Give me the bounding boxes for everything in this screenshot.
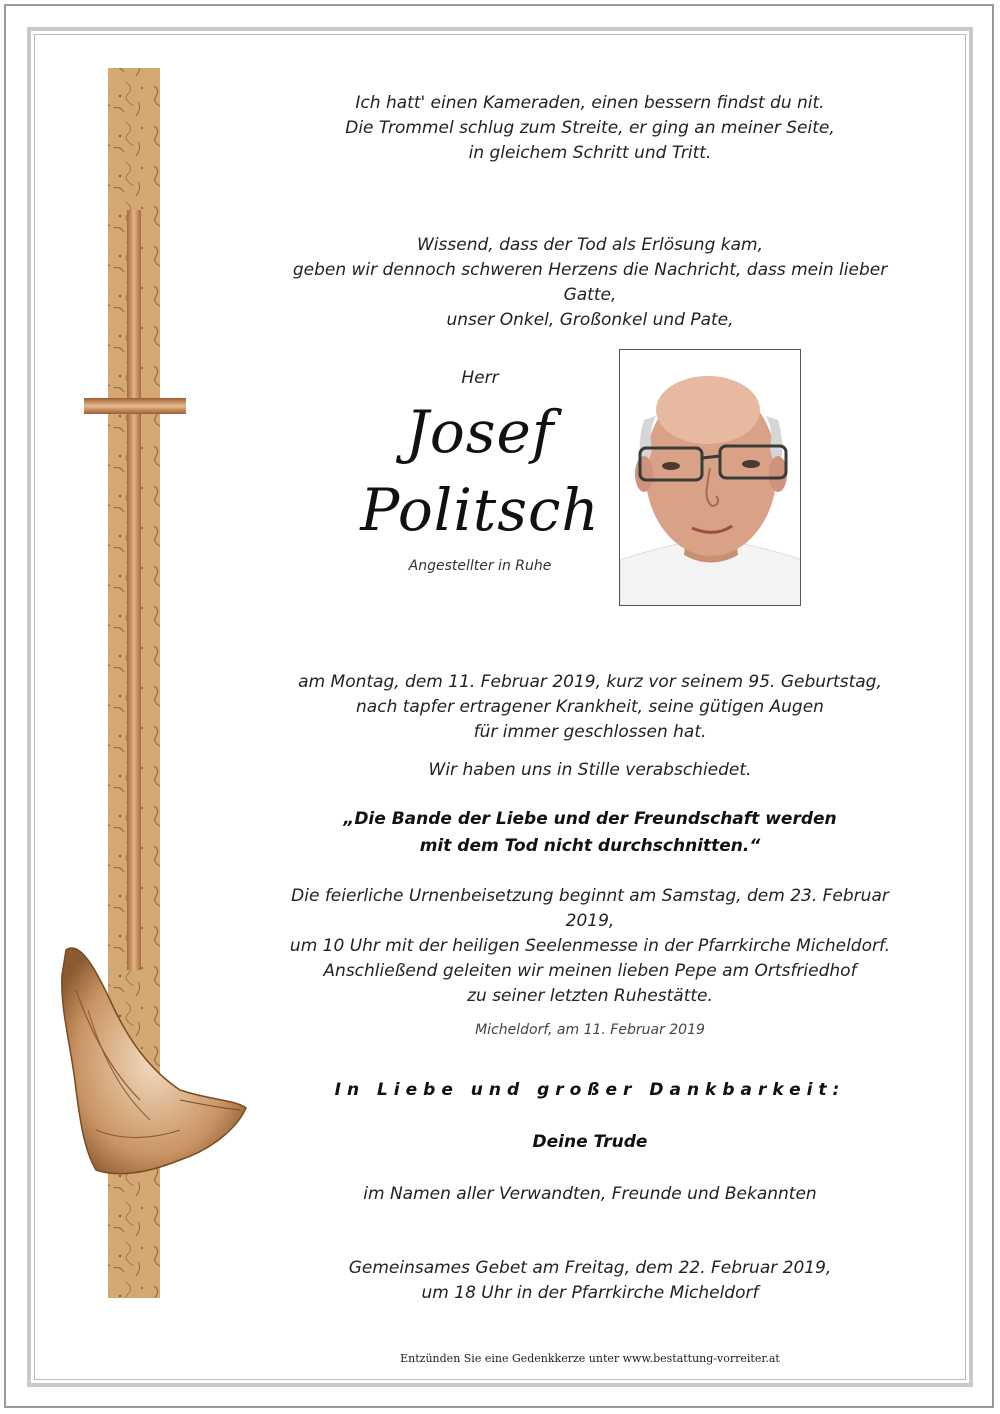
ceremony-line: zu seiner letzten Ruhestätte. [467,986,713,1006]
cross-vertical-bar [127,210,141,970]
ceremony-line: um 10 Uhr mit der heiligen Seelenmesse in der Pfarrkirche Micheldorf. [289,936,891,956]
cross-horizontal-bar [84,398,186,414]
poem-line: in gleichem Schritt und Tritt. [468,143,712,163]
portrait-photo [619,349,801,606]
quote-line: „Die Bande der Liebe und der Freundschaft werden [343,809,837,829]
deceased-occupation: Angestellter in Ruhe [408,558,552,574]
intro-line: unser Onkel, Großonkel und Pate, [446,310,734,330]
intro-text [270,233,910,333]
poem-line: Die Trommel schlug zum Streite, er ging an meiner Seite, [345,118,835,138]
farewell-line: Wir haben uns in Stille verabschiedet. [428,760,752,780]
on-behalf-line: im Namen aller Verwandten, Freunde und Bekannten [363,1184,817,1204]
place-date: Micheldorf, am 11. Februar 2019 [475,1022,705,1038]
closing-line: In Liebe und großer Dankbarkeit: [334,1080,846,1100]
ceremony-line: Anschließend geleiten wir meinen lieben Pepe am Ortsfriedhof [323,961,857,981]
death-notice-line: für immer geschlossen hat. [473,722,707,742]
deceased-last-name: Politsch [360,476,600,544]
cross-decoration [0,0,260,1320]
on-behalf-text [270,1182,910,1207]
salutation: Herr [461,368,499,388]
quote-line: mit dem Tod nicht durchschnitten.“ [419,836,761,856]
intro-line: geben wir dennoch schweren Herzens die Nachricht, dass mein lieber Gatte, [292,260,888,305]
ceremony-info [270,884,910,1009]
poem [270,91,910,166]
ceremony-line: Die feierliche Urnenbeisetzung beginnt am Samstag, dem 23. Februar 2019, [291,886,889,931]
death-notice [270,670,910,745]
death-notice-line: am Montag, dem 11. Februar 2019, kurz vor seinem 95. Geburtstag, [298,672,882,692]
deceased-first-name: Josef [405,398,555,466]
death-notice-line: nach tapfer ertragener Krankheit, seine gütigen Augen [356,697,824,717]
prayer-line: um 18 Uhr in der Pfarrkirche Micheldorf [421,1283,759,1303]
poem-line: Ich hatt' einen Kameraden, einen bessern findst du nit. [355,93,825,113]
signer-name: Deine Trude [532,1132,648,1152]
prayer-info [270,1256,910,1306]
farewell-text [270,758,910,783]
memorial-quote [270,806,910,860]
intro-line: Wissend, dass der Tod als Erlösung kam, [416,235,763,255]
prayer-line: Gemeinsames Gebet am Freitag, dem 22. Februar 2019, [348,1258,832,1278]
footer-candle-link[interactable]: Entzünden Sie eine Gedenkkerze unter www.bestattung-vorreiter.at [400,1352,780,1365]
